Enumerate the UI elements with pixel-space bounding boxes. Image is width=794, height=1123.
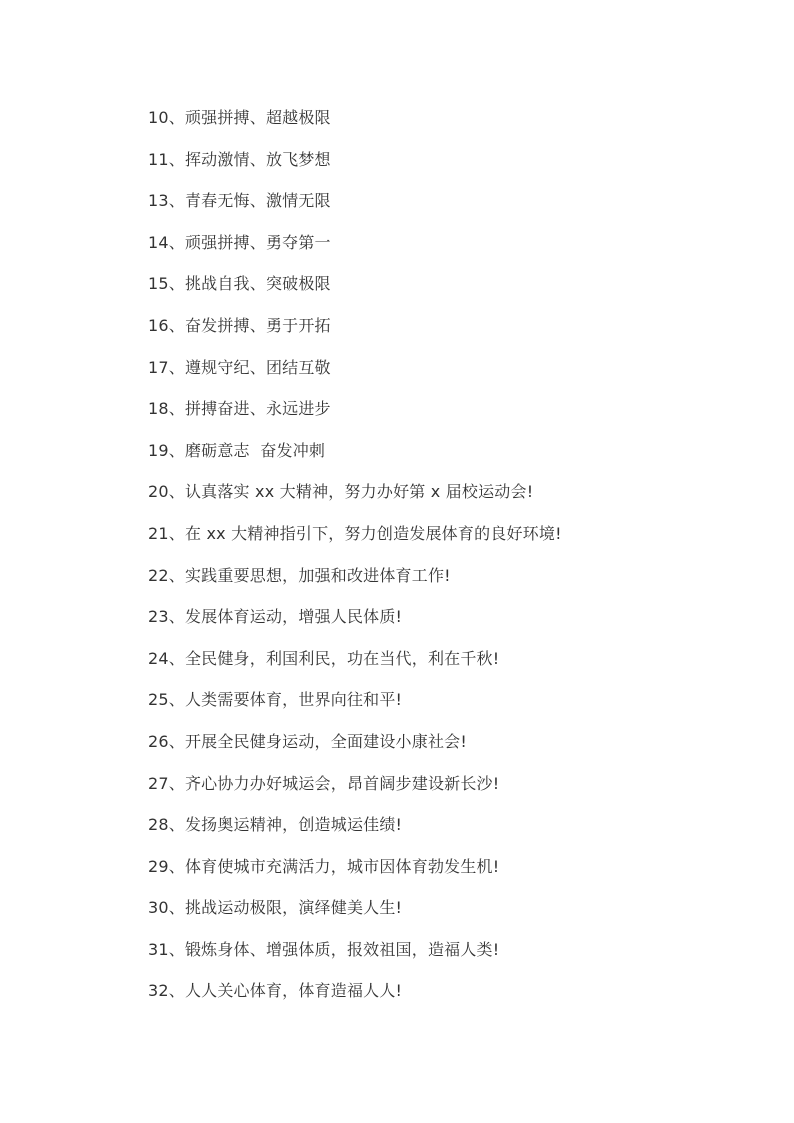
slogan-item: 19、磨砺意志 奋发冲刺 [148,440,326,460]
slogan-item: 13、青春无悔、激情无限 [148,191,331,211]
slogan-item: 10、顽强拼搏、超越极限 [148,108,331,127]
slogan-item: 20、认真落实 xx 大精神，努力办好第 x 届校运动会! [148,482,534,502]
slogan-item: 29、体育使城市充满活力，城市因体育勃发生机! [148,856,500,876]
slogan-item: 16、奋发拼搏、勇于开拓 [148,315,331,335]
slogan-item: 27、齐心协力办好城运会，昂首阔步建设新长沙! [148,773,500,793]
slogan-item: 17、遵规守纪、团结互敬 [148,357,331,377]
slogan-item: 22、实践重要思想，加强和改进体育工作! [148,565,451,585]
slogan-item: 24、全民健身，利国利民，功在当代，利在千秋! [148,648,500,668]
slogan-item: 28、发扬奥运精神，创造城运佳绩! [148,815,403,835]
slogan-item: 21、在 xx 大精神指引下，努力创造发展体育的良好环境! [148,523,562,543]
slogan-item: 11、挥动激情、放飞梦想 [148,149,331,169]
slogan-item: 14、顽强拼搏、勇夺第一 [148,232,331,252]
slogan-item: 15、挑战自我、突破极限 [148,274,331,294]
slogan-item: 31、锻炼身体、增强体质，报效祖国，造福人类! [148,939,500,959]
slogan-list [148,103,562,1018]
slogan-item: 18、拼搏奋进、永远进步 [148,399,331,419]
slogan-item: 30、挑战运动极限，演绎健美人生! [148,898,403,918]
slogan-item: 23、发展体育运动，增强人民体质! [148,607,403,627]
slogan-item: 32、人人关心体育，体育造福人人! [148,981,403,1001]
slogan-item: 26、开展全民健身运动，全面建设小康社会! [148,731,467,751]
slogan-item: 25、人类需要体育，世界向往和平! [148,690,403,710]
